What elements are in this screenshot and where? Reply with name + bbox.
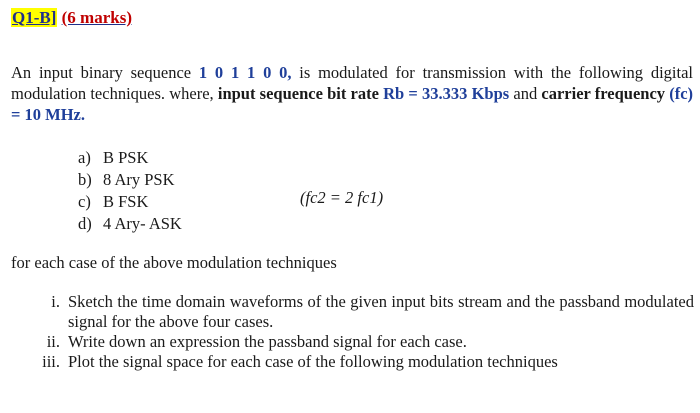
task-text: Plot the signal space for each case of the following modulation techniques [68, 352, 558, 371]
intro-text-3: and [509, 84, 542, 103]
carrier-label: carrier frequency [541, 84, 666, 103]
task-list [30, 292, 694, 372]
input-sequence: 1 0 1 1 0 0, [198, 63, 292, 82]
task-number: i. [51, 292, 60, 311]
technique-item [78, 213, 182, 235]
modulation-technique-list [78, 147, 182, 235]
technique-index: d) [78, 214, 92, 233]
bitrate-value: Rb = 33.333 Kbps [383, 84, 510, 103]
task-item [30, 352, 694, 372]
task-item [30, 332, 694, 352]
intro-text: An input binary sequence [11, 63, 199, 82]
technique-index: c) [78, 192, 91, 211]
task-number: iii. [42, 352, 60, 371]
technique-item [78, 147, 182, 169]
technique-item [78, 191, 182, 213]
bitrate-label: input sequence bit rate [217, 84, 379, 103]
technique-index: b) [78, 170, 92, 189]
task-number: ii. [46, 332, 60, 351]
task-text: Sketch the time domain waveforms of the given input bits stream and the passband modulated signal for the above four cases. [68, 292, 694, 331]
technique-item [78, 169, 182, 191]
for-each-statement: for each case of the above modulation techniques [11, 253, 337, 272]
intro-text-2: is modulated for transmission with the following digital modulation techniques. where, [11, 63, 693, 103]
carrier-value: (fc) = 10 MHz. [11, 84, 694, 124]
frequency-note: (fc2 = 2 fc1) [300, 188, 384, 207]
technique-label: 8 Ary PSK [103, 170, 175, 189]
task-text: Write down an expression the passband signal for each case. [68, 332, 467, 351]
question-header [11, 8, 132, 28]
question-intro [11, 62, 693, 125]
technique-label: 4 Ary- ASK [103, 214, 182, 233]
task-item [30, 292, 694, 332]
technique-label: B PSK [103, 148, 149, 167]
technique-index: a) [78, 148, 91, 167]
technique-label: B FSK [103, 192, 149, 211]
marks-label: (6 marks) [61, 8, 132, 27]
question-label: Q1-B] [12, 8, 57, 27]
